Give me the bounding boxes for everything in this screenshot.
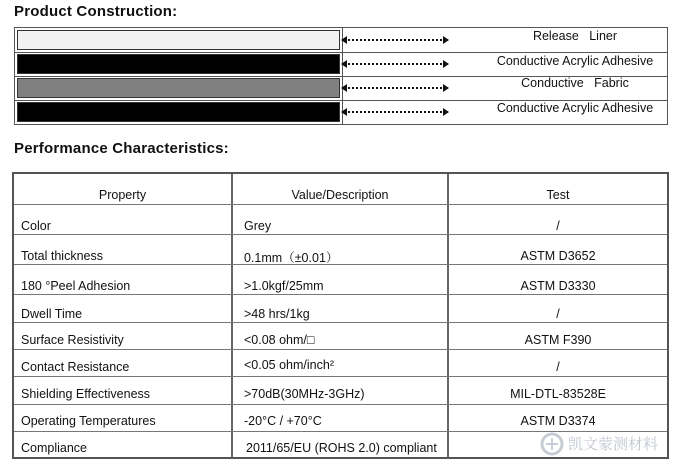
- layer-row: [15, 52, 667, 76]
- table-cell-value: -20°C / +70°C: [244, 414, 322, 428]
- double-arrow-icon: [345, 87, 445, 89]
- performance-title: Performance Characteristics:: [14, 140, 229, 157]
- table-cell-value: 2011/65/EU (ROHS 2.0) compliant: [246, 441, 437, 455]
- row-divider: [14, 294, 667, 295]
- table-cell-test: ASTM D3652: [520, 249, 596, 263]
- table-cell-value: Grey: [244, 219, 272, 233]
- layer-bar: [17, 102, 340, 122]
- header-test: Test: [546, 188, 570, 202]
- construction-title: Product Construction:: [14, 3, 178, 20]
- table-cell-test: ASTM F390: [524, 333, 592, 347]
- table-cell-test: /: [556, 360, 560, 374]
- table-cell-value: <0.08 ohm/□: [244, 333, 315, 347]
- table-cell-value: >48 hrs/1kg: [244, 307, 310, 321]
- row-divider: [14, 376, 667, 377]
- table-cell-property: 180 °Peel Adhesion: [21, 279, 131, 293]
- row-divider: [14, 404, 667, 405]
- double-arrow-icon: [345, 63, 445, 65]
- layer-bar: [17, 54, 340, 74]
- performance-table: [12, 172, 669, 459]
- column-divider: [231, 174, 233, 457]
- construction-stack: [14, 27, 668, 125]
- table-cell-test: /: [556, 307, 560, 321]
- double-arrow-icon: [345, 111, 445, 113]
- layer-label: Conductive Acrylic Adhesive: [496, 101, 654, 115]
- row-divider: [14, 349, 667, 350]
- table-cell-value: >1.0kgf/25mm: [244, 279, 324, 293]
- double-arrow-icon: [345, 39, 445, 41]
- layer-label: Release Liner: [532, 29, 618, 43]
- table-cell-value: >70dB(30MHz-3GHz): [244, 387, 365, 401]
- watermark-text: 凯文蒙测材料: [568, 435, 659, 453]
- table-cell-property: Total thickness: [21, 249, 103, 263]
- layer-row: [15, 76, 667, 100]
- layer-bar: [17, 78, 340, 98]
- layer-label: Conductive Fabric: [521, 76, 629, 90]
- table-cell-property: Color: [21, 219, 51, 233]
- row-divider: [14, 322, 667, 323]
- table-cell-property: Surface Resistivity: [21, 333, 124, 347]
- row-divider: [14, 264, 667, 265]
- table-cell-property: Dwell Time: [21, 307, 83, 321]
- table-cell-test: ASTM D3330: [520, 279, 596, 293]
- table-cell-property: Operating Temperatures: [21, 414, 156, 428]
- layer-label: Conductive Acrylic Adhesive: [496, 54, 654, 68]
- table-cell-property: Contact Resistance: [21, 360, 130, 374]
- table-cell-test: /: [556, 219, 560, 233]
- layer-row: [15, 100, 667, 124]
- watermark-icon: [538, 418, 678, 466]
- header-value: Value/Description: [291, 188, 389, 202]
- header-property: Property: [98, 188, 147, 202]
- table-cell-property: Shielding Effectiveness: [21, 387, 151, 401]
- layer-bar: [17, 30, 340, 50]
- table-cell-test: ASTM D3374: [520, 414, 596, 428]
- table-cell-test: MIL-DTL-83528E: [510, 387, 606, 401]
- table-cell-property: Compliance: [21, 441, 88, 455]
- table-cell-value: <0.05 ohm/inch²: [244, 358, 334, 372]
- table-cell-value: 0.1mm（±0.01）: [244, 251, 339, 265]
- watermark-logo: [538, 418, 678, 466]
- layer-row: [15, 28, 667, 52]
- row-divider: [14, 234, 667, 235]
- row-divider: [14, 204, 667, 205]
